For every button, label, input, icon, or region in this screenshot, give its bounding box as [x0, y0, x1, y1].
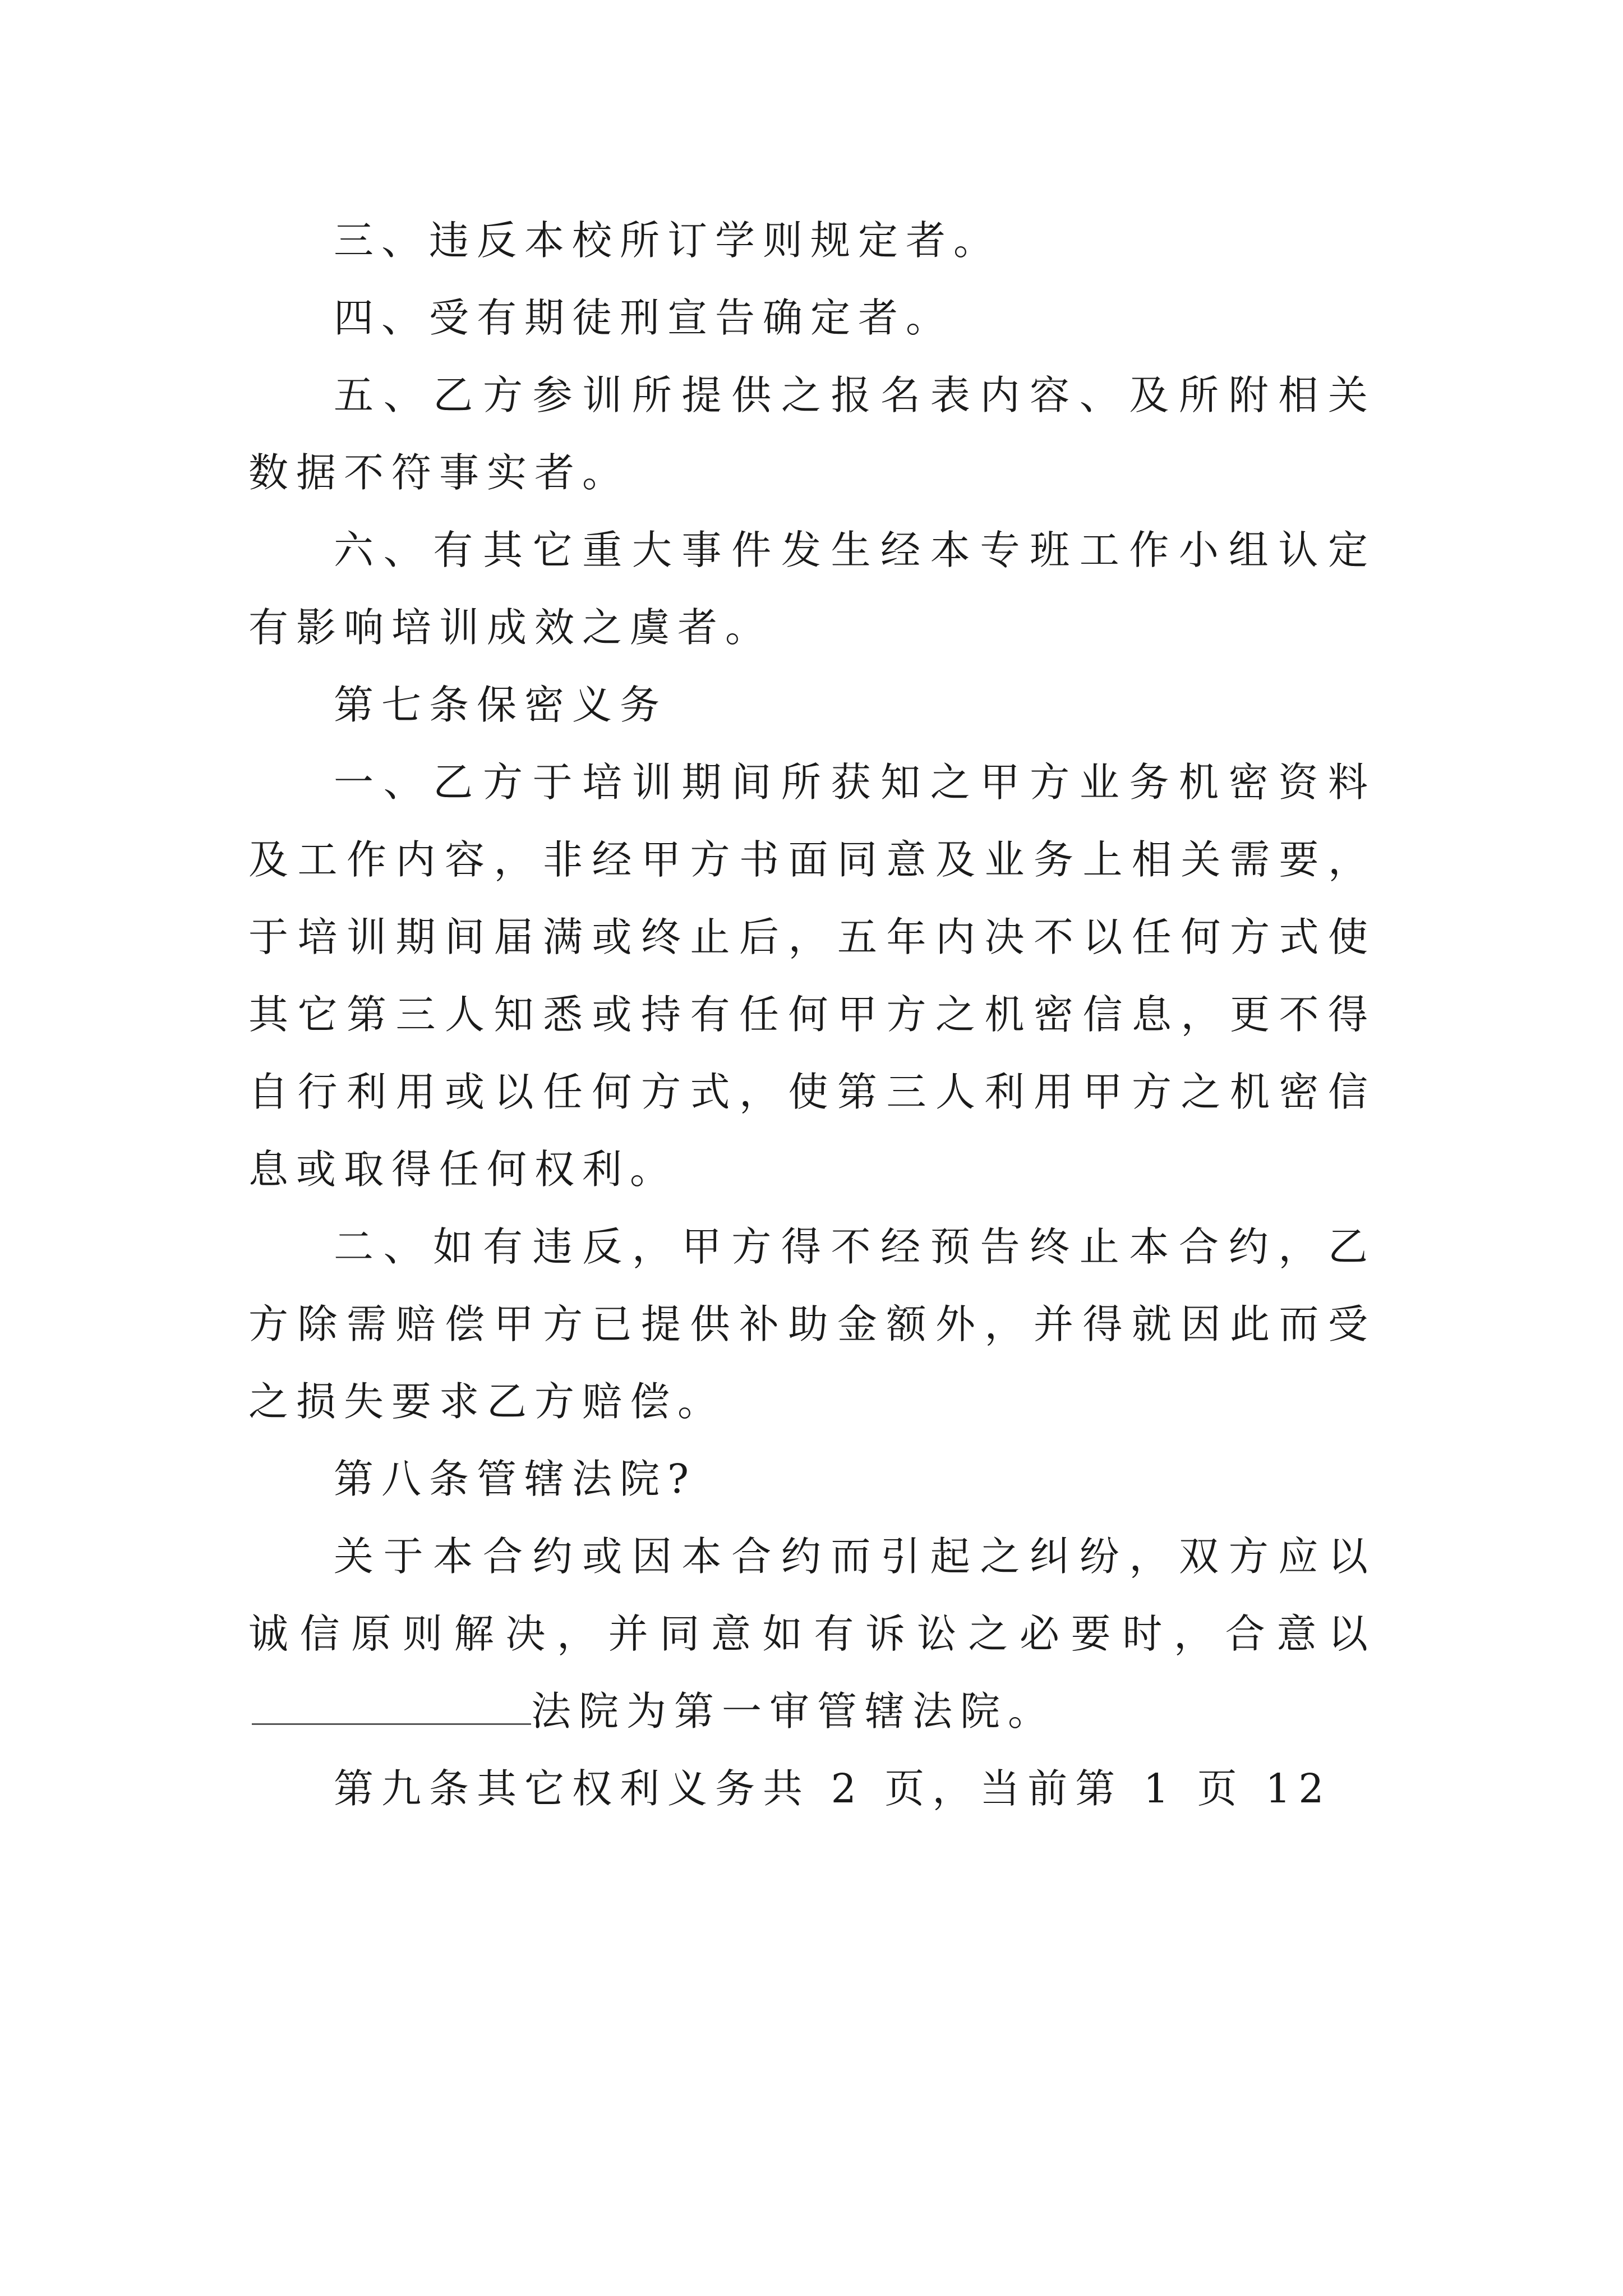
jurisdiction-text-before: 关于本合约或因本合约而引起之纠纷，双方应以诚信原则解决，并同意如有诉讼之必要时，合意以	[248, 1533, 1376, 1657]
article-7-heading: 第七条保密义务	[334, 682, 668, 728]
court-name-blank	[252, 1690, 531, 1725]
paragraph-clause-3: 三、违反本校所订学则规定者。	[334, 217, 1002, 264]
document-body	[248, 202, 1376, 1828]
paragraph-clause-4: 四、受有期徒刑宣告确定者。	[334, 295, 954, 341]
article-8-heading: 第八条管辖法院?	[334, 1456, 697, 1502]
jurisdiction-text-after: 法院为第一审管辖法院。	[531, 1688, 1056, 1734]
paragraph-jurisdiction	[248, 1518, 1376, 1750]
paragraph-clause-5: 五、乙方参训所提供之报名表内容、及所附相关数据不符事实者。	[248, 372, 1376, 496]
paragraph-confidentiality-1: 一、乙方于培训期间所获知之甲方业务机密资料及工作内容，非经甲方书面同意及业务上相关需要，于培训期间届满或终止后，五年内决不以任何方式使其它第三人知悉或持有任何甲方之机密信息，更不得自行利用或以任何方式，使第三人利用甲方之机密信息或取得任何权利。	[248, 759, 1376, 1193]
paragraph-confidentiality-2: 二、如有违反，甲方得不经预告终止本合约，乙方除需赔偿甲方已提供补助金额外，并得就因此而受之损失要求乙方赔偿。	[248, 1223, 1376, 1425]
paragraph-clause-6: 六、有其它重大事件发生经本专班工作小组认定有影响培训成效之虞者。	[248, 527, 1376, 651]
article-9-heading-page-footer: 第九条其它权利义务共 2 页，当前第 1 页 12	[334, 1765, 1332, 1812]
